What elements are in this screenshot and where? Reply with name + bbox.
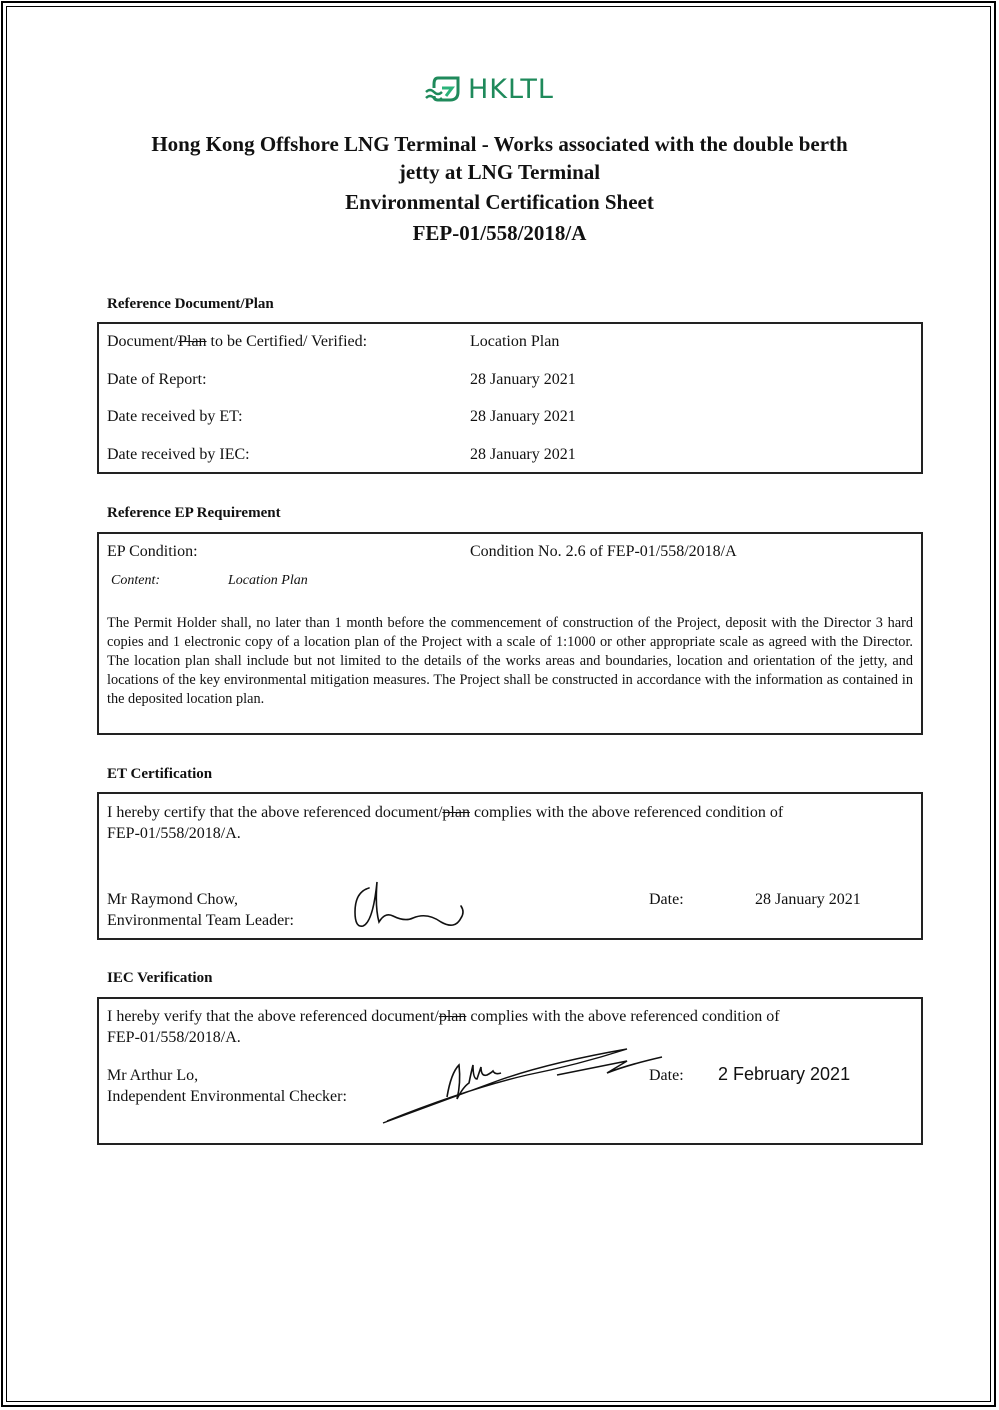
ep-condition-label: EP Condition: — [107, 543, 198, 560]
ep-requirement-box — [97, 532, 923, 735]
iec-verification-box — [97, 997, 923, 1145]
ep-condition-value: Condition No. 2.6 of FEP-01/558/2018/A — [470, 543, 737, 560]
reference-document-heading: Reference Document/Plan — [107, 296, 274, 312]
iec-signatory-role: Independent Environmental Checker: — [107, 1088, 347, 1105]
iec-signatory-name: Mr Arthur Lo, — [107, 1067, 199, 1084]
date-received-et-value: 28 January 2021 — [470, 408, 576, 425]
iec-verification-heading: IEC Verification — [107, 970, 213, 986]
iec-date-label: Date: — [649, 1067, 684, 1084]
document-label — [107, 333, 367, 351]
date-received-iec-value: 28 January 2021 — [470, 446, 576, 463]
date-of-report-value: 28 January 2021 — [470, 371, 576, 388]
date-received-et-label: Date received by ET: — [107, 408, 243, 425]
content-value: Location Plan — [228, 573, 308, 588]
et-certification-box — [97, 792, 923, 940]
title-sheet-name: Environmental Certification Sheet — [345, 190, 654, 214]
date-of-report-label: Date of Report: — [107, 371, 207, 388]
et-statement-struck: plan — [442, 804, 470, 821]
ep-requirement-heading: Reference EP Requirement — [107, 505, 281, 521]
et-signature-image — [351, 878, 471, 934]
title-permit-number: FEP-01/558/2018/A — [412, 221, 587, 245]
iec-signature-image — [377, 1043, 677, 1127]
title-line-2: jetty at LNG Terminal — [398, 160, 601, 184]
date-received-iec-label: Date received by IEC: — [107, 446, 250, 463]
iec-statement-post: complies with the above referenced condition of — [466, 1008, 780, 1025]
et-statement-line2: FEP-01/558/2018/A. — [107, 825, 241, 842]
logo-text: HKLTL — [468, 73, 554, 105]
document-value: Location Plan — [470, 333, 560, 350]
iec-statement — [107, 1008, 780, 1026]
document-label-pre: Document/ — [107, 333, 179, 350]
et-certification-heading: ET Certification — [107, 766, 213, 782]
iec-date-value: 2 February 2021 — [718, 1064, 851, 1084]
document-label-struck: Plan — [178, 333, 207, 350]
et-statement — [107, 804, 783, 822]
reference-document-box — [97, 322, 923, 474]
hkltl-wave-leaf-icon — [424, 74, 462, 104]
et-statement-post: complies with the above referenced condition of — [469, 804, 784, 821]
et-signatory-role: Environmental Team Leader: — [107, 912, 294, 929]
et-statement-pre: I hereby certify that the above referenced document/ — [107, 804, 443, 821]
document-title — [60, 130, 939, 248]
title-line-1: Hong Kong Offshore LNG Terminal - Works associated with the double berth — [151, 132, 848, 156]
iec-statement-line2: FEP-01/558/2018/A. — [107, 1029, 241, 1046]
et-date-label: Date: — [649, 891, 684, 908]
content-label: Content: — [111, 573, 160, 588]
et-date-value: 28 January 2021 — [755, 891, 861, 908]
iec-statement-pre: I hereby verify that the above referenced document/ — [107, 1008, 439, 1025]
document-label-post: to be Certified/ Verified: — [206, 333, 368, 350]
ep-condition-paragraph: The Permit Holder shall, no later than 1 month before the commencement of construction of the Project, deposit with the Director 3 hard copies and 1 electronic copy of a location plan of the Project with a scale of 1:1000 or other appropriate scale as agreed with the Director. The location plan shall include but not limited to the details of the works areas and boundaries, location and orientation of the jetty, and locations of the key environmental mitigation measures. The Project shall be constructed in accordance with the information as contained in the deposited location plan. — [107, 615, 913, 707]
et-signatory-name: Mr Raymond Chow, — [107, 891, 238, 908]
hkltl-logo — [424, 72, 554, 106]
iec-statement-struck: plan — [438, 1008, 467, 1025]
